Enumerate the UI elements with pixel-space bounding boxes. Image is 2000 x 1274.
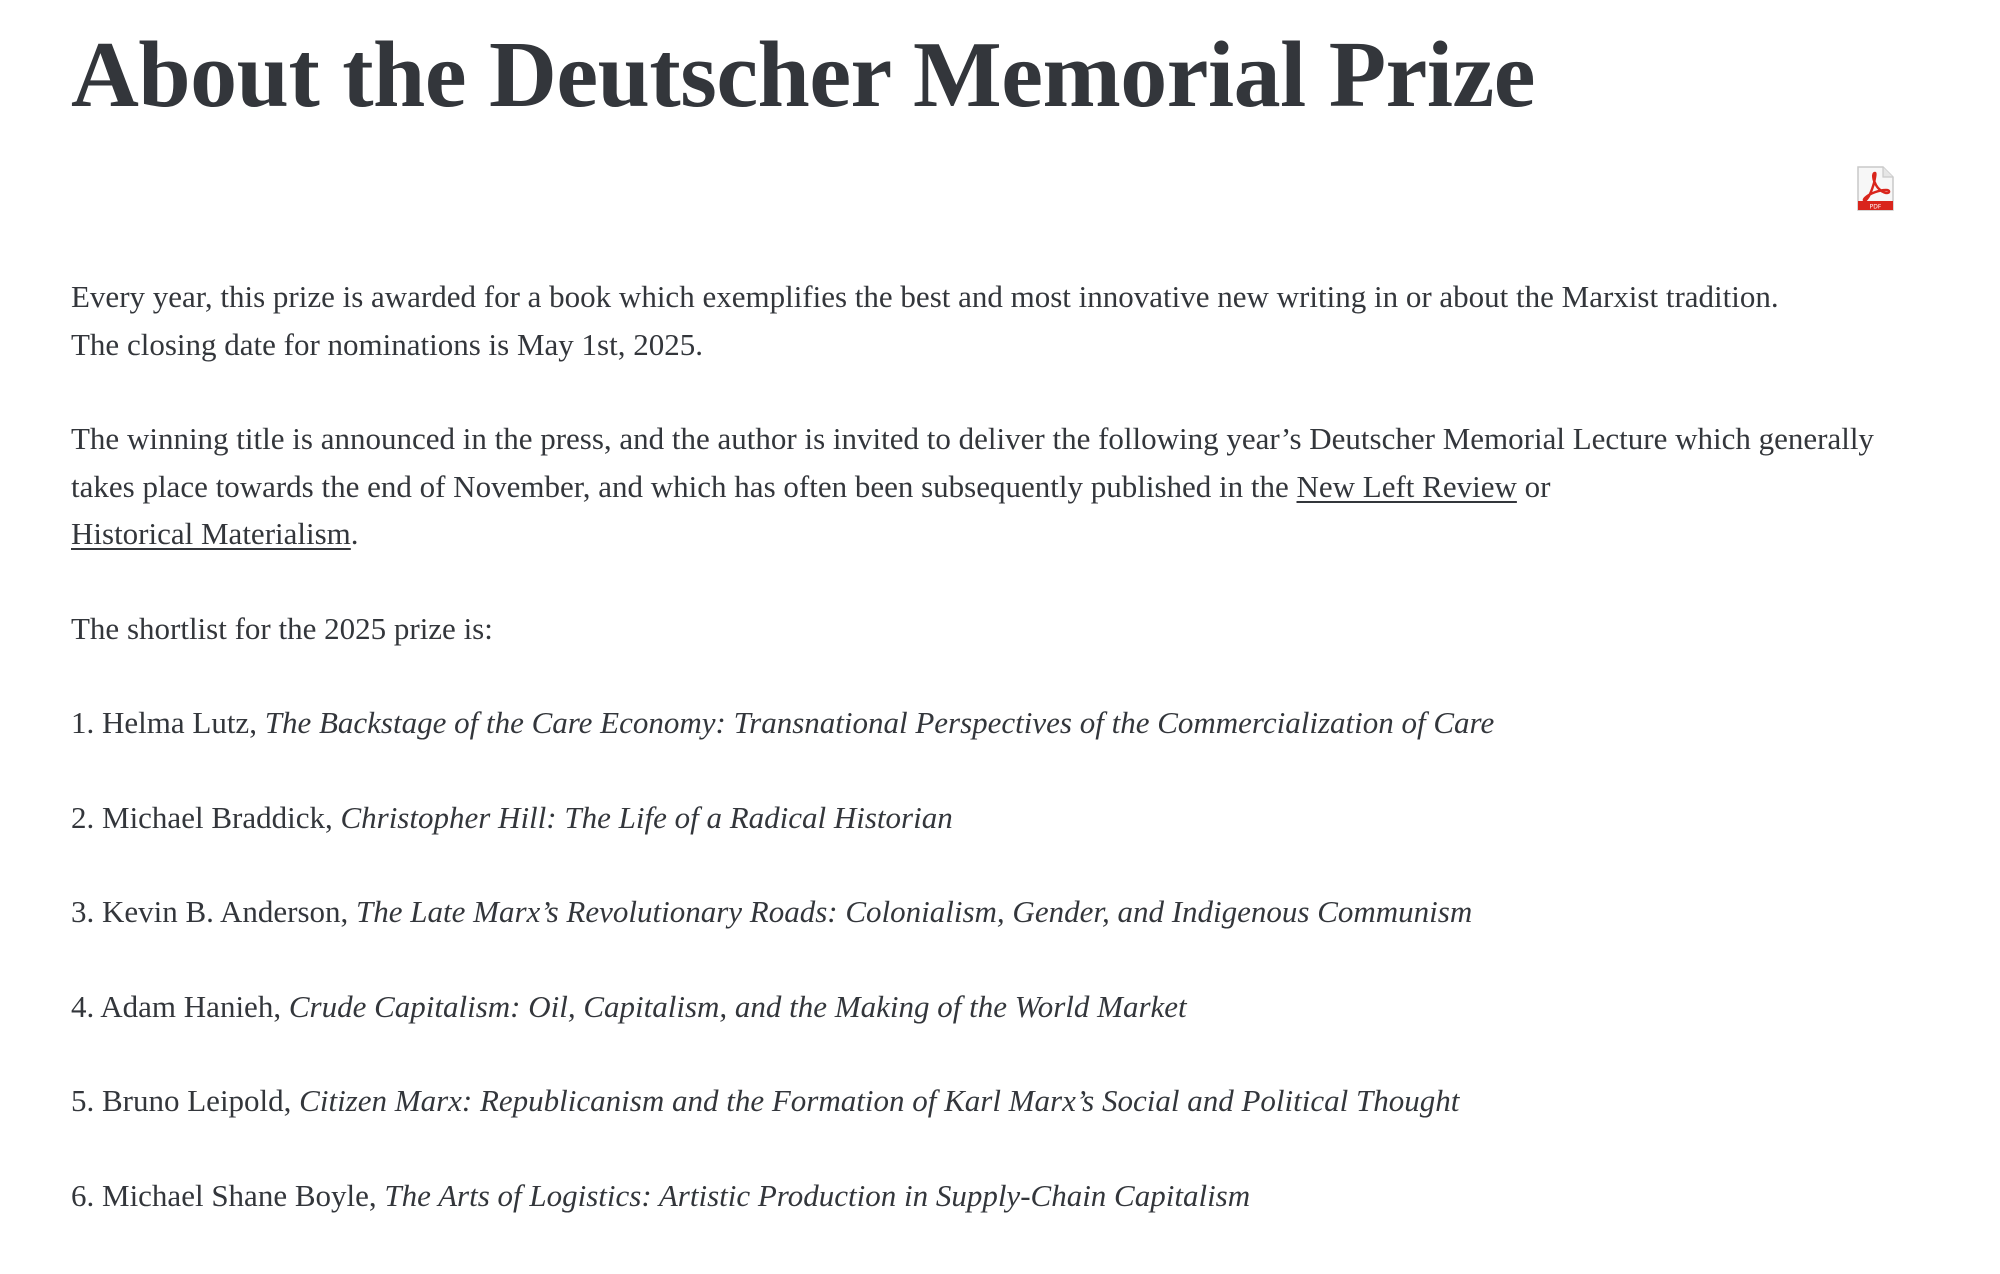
shortlist-item [71, 794, 1921, 842]
page-title: About the Deutscher Memorial Prize [71, 23, 1535, 127]
pdf-icon-label: PDF [1869, 203, 1882, 211]
intro-paragraph [71, 273, 1921, 368]
pdf-download-link[interactable] [1855, 166, 1895, 212]
shortlist-intro: The shortlist for the 2025 prize is: [71, 610, 493, 646]
book-title: The Arts of Logistics: Artistic Production in Supply-Chain Capitalism [384, 1177, 1251, 1213]
shortlist-item [71, 888, 1921, 936]
author: 2. Michael Braddick, [71, 799, 341, 835]
author: 5. Bruno Leipold, [71, 1083, 300, 1118]
historical-materialism-link[interactable]: Historical Materialism [71, 516, 351, 551]
shortlist-item [71, 699, 1921, 747]
shortlist-item [71, 1077, 1921, 1125]
pdf-file-icon [1855, 166, 1895, 212]
book-title: The Backstage of the Care Economy: Transnational Perspectives of the Commercialization of Care [264, 705, 1495, 740]
announcement-conjunction: or [1516, 468, 1551, 504]
announcement-text: The winning title is announced in the press, and the author is invited to deliver the following year’s Deutscher Memorial Lecture which generally takes place towards the end of November, and which has often been subsequently published in the [71, 421, 1874, 504]
book-title: Crude Capitalism: Oil, Capitalism, and the Making of the World Market [288, 988, 1187, 1024]
book-title: Christopher Hill: The Life of a Radical Historian [340, 799, 953, 835]
announcement-period: . [350, 516, 359, 551]
intro-line-1: Every year, this prize is awarded for a book which exemplifies the best and most innovative new writing in or about the Marxist tradition. [71, 279, 1779, 314]
book-title: Citizen Marx: Republicanism and the Formation of Karl Marx’s Social and Political Thought [299, 1083, 1460, 1118]
author: 1. Helma Lutz, [71, 705, 265, 740]
announcement-paragraph [71, 415, 1921, 558]
author: 6. Michael Shane Boyle, [71, 1177, 385, 1213]
author: 3. Kevin B. Anderson, [71, 894, 357, 929]
book-title: The Late Marx’s Revolutionary Roads: Colonialism, Gender, and Indigenous Communism [356, 894, 1473, 929]
article-body [71, 273, 1921, 1266]
new-left-review-link[interactable]: New Left Review [1296, 468, 1517, 504]
author: 4. Adam Hanieh, [71, 988, 289, 1024]
shortlist [71, 699, 1921, 1219]
shortlist-item [71, 983, 1921, 1031]
shortlist-item [71, 1172, 1921, 1220]
intro-line-2: The closing date for nominations is May 1st, 2025. [71, 326, 703, 362]
